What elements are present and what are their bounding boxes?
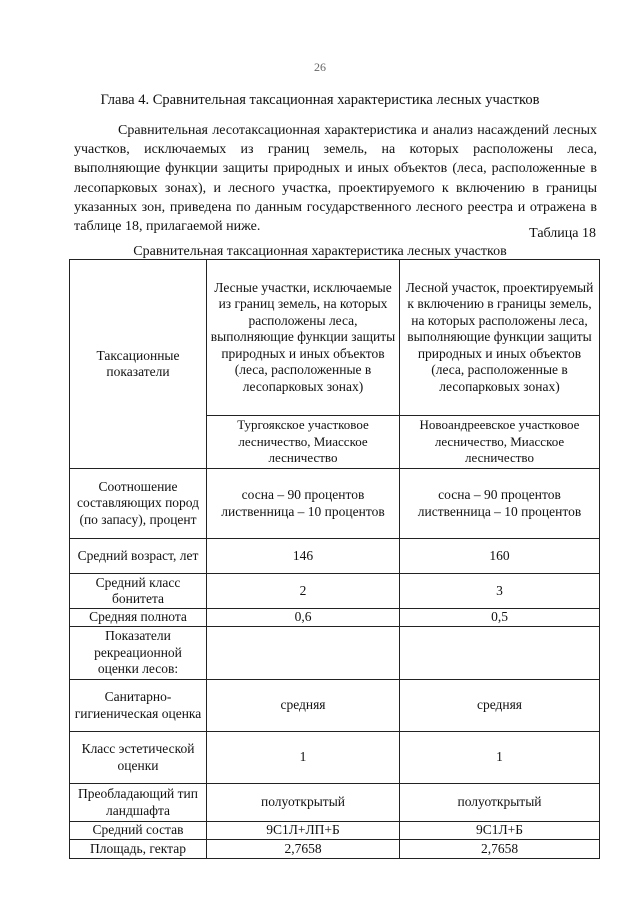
row-value-cell: 1	[207, 732, 400, 784]
table-row	[70, 784, 600, 822]
table-row	[70, 469, 600, 539]
row-label-cell: Средний состав	[70, 822, 207, 840]
table-row	[70, 627, 600, 680]
row-value-cell: 2	[207, 574, 400, 609]
row-label-cell: Класс эстетической оценки	[70, 732, 207, 784]
row-value-cell: средняя	[400, 680, 600, 732]
row-value-cell: сосна – 90 процентов лиственница – 10 процентов	[400, 469, 600, 539]
row-label-cell: Средняя полнота	[70, 609, 207, 627]
row-value-cell: полуоткрытый	[207, 784, 400, 822]
row-value-cell	[400, 627, 600, 680]
col1-subheader-cell: Тургоякское участковое лесничество, Миасское лесничество	[207, 416, 400, 469]
row-value-cell: 3	[400, 574, 600, 609]
header-label-cell: Таксационные показатели	[70, 260, 207, 469]
row-value-cell	[207, 627, 400, 680]
row-label-cell: Санитарно-гигиеническая оценка	[70, 680, 207, 732]
row-value-cell: 146	[207, 539, 400, 574]
table-caption: Сравнительная таксационная характеристика лесных участков	[133, 244, 507, 259]
row-label-cell: Средний возраст, лет	[70, 539, 207, 574]
row-value-cell: 2,7658	[207, 840, 400, 859]
table-row	[70, 609, 600, 627]
chapter-title: Глава 4. Сравнительная таксационная характеристика лесных участков	[100, 92, 540, 108]
row-label-cell: Средний класс бонитета	[70, 574, 207, 609]
row-value-cell: сосна – 90 процентов лиственница – 10 процентов	[207, 469, 400, 539]
row-value-cell: 9С1Л+ЛП+Б	[207, 822, 400, 840]
row-value-cell: 1	[400, 732, 600, 784]
page-number: 26	[314, 60, 326, 74]
row-value-cell: 9С1Л+Б	[400, 822, 600, 840]
table-row	[70, 840, 600, 859]
row-value-cell: 0,5	[400, 609, 600, 627]
intro-paragraph: Сравнительная лесотаксационная характеристика и анализ насаждений лесных участков, исключаемых из границ земель, на которых расположены леса, выполняющие функции защиты природных и иных объектов (леса, расположенные в лесопарковых зонах), и лесного участка, проектируемого к включению в границы указанных зон, приведена по данным государственного лесного реестра и отражена в таблице 18, прилагаемой ниже.	[74, 123, 597, 235]
table-row	[70, 822, 600, 840]
row-value-cell: полуоткрытый	[400, 784, 600, 822]
row-value-cell: 160	[400, 539, 600, 574]
row-label-cell: Показатели рекреационной оценки лесов:	[70, 627, 207, 680]
table-header-row	[70, 260, 600, 416]
table-row	[70, 732, 600, 784]
taxation-table	[69, 259, 600, 859]
table-row	[70, 680, 600, 732]
row-value-cell: 2,7658	[400, 840, 600, 859]
col2-header-cell: Лесной участок, проектируемый к включению в границы земель, на которых расположены леса, выполняющие функции защиты природных и иных объектов (леса, расположенные в лесопарковых зонах)	[400, 260, 600, 416]
table-row	[70, 574, 600, 609]
row-label-cell: Площадь, гектар	[70, 840, 207, 859]
row-value-cell: 0,6	[207, 609, 400, 627]
table-row	[70, 539, 600, 574]
table-number: Таблица 18	[529, 226, 596, 241]
row-label-cell: Преобладающий тип ландшафта	[70, 784, 207, 822]
row-value-cell: средняя	[207, 680, 400, 732]
col1-header-cell: Лесные участки, исключаемые из границ земель, на которых расположены леса, выполняющие функции защиты природных и иных объектов (леса, расположенные в лесопарковых зонах)	[207, 260, 400, 416]
col2-subheader-cell: Новоандреевское участковое лесничество, Миасское лесничество	[400, 416, 600, 469]
row-label-cell: Соотношение составляющих пород (по запасу), процент	[70, 469, 207, 539]
